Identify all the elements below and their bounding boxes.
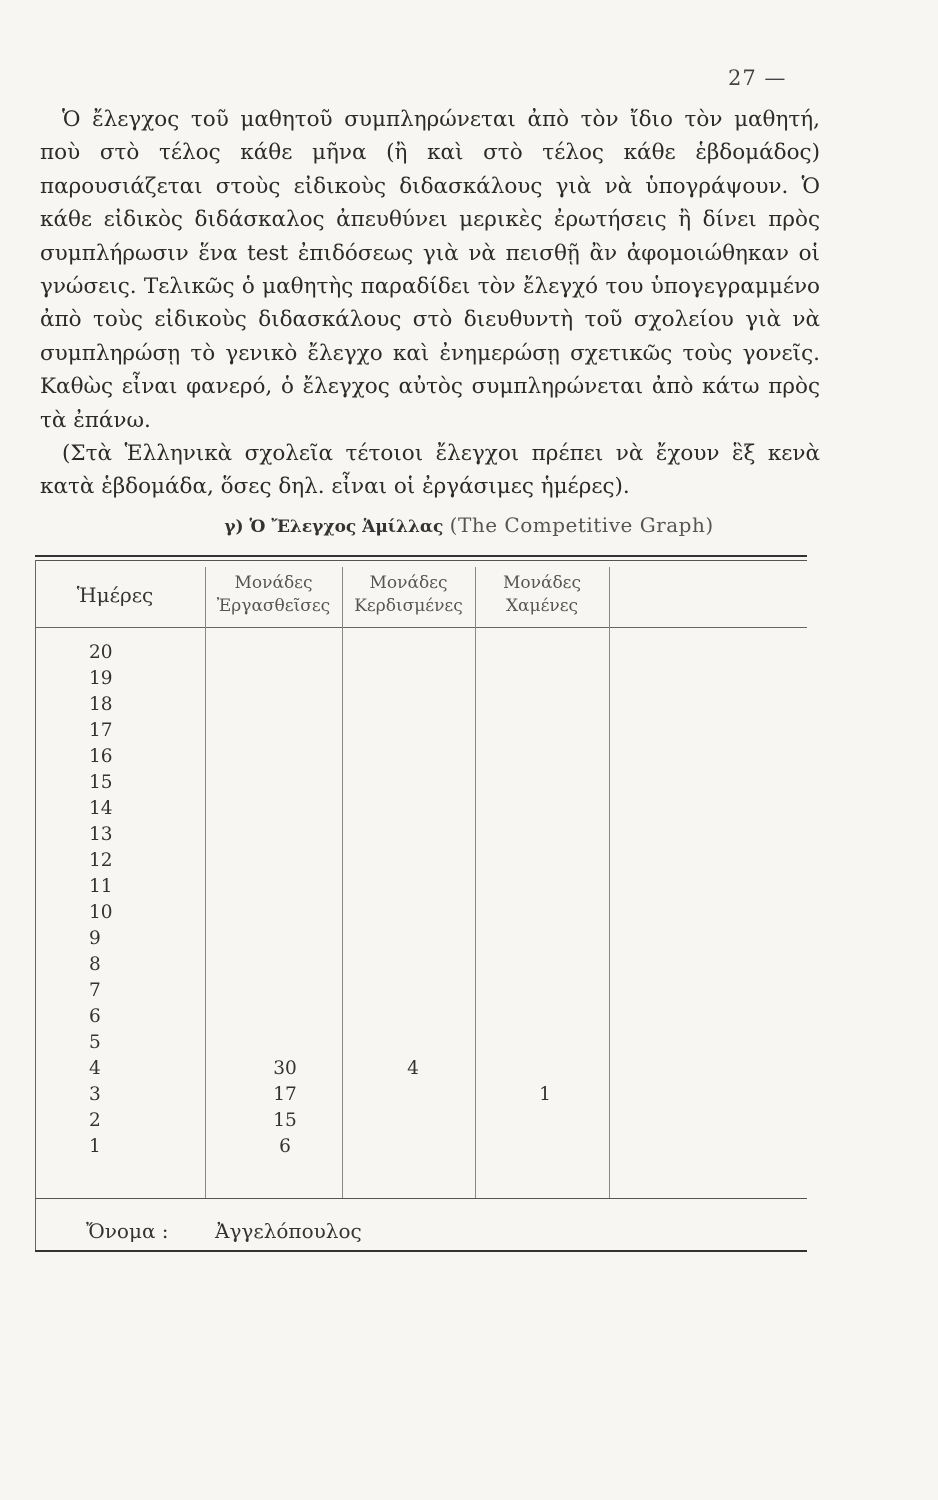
table-row (35, 1058, 807, 1084)
caption-greek: γ) Ὁ Ἔλεγχος Ἁμίλλας (224, 517, 444, 537)
header-days-label: Ἡμέρες (76, 582, 154, 607)
header-days (55, 565, 175, 625)
day-cell: 2 (89, 1110, 101, 1131)
table-row (35, 928, 807, 954)
competitive-graph-table (35, 555, 807, 1255)
header-won-line1: Μονάδες (369, 573, 448, 593)
day-cell: 10 (89, 902, 113, 923)
day-cell: 16 (89, 746, 113, 767)
day-cell: 17 (89, 720, 113, 741)
day-cell: 19 (89, 668, 113, 689)
header-won-line2: Κερδισμένες (354, 596, 463, 616)
lost-cell: 1 (539, 1084, 551, 1105)
day-cell: 12 (89, 850, 113, 871)
day-cell: 18 (89, 694, 113, 715)
table-row (35, 642, 807, 668)
table-row (35, 954, 807, 980)
header-lost-line2: Χαμένες (505, 596, 579, 616)
paragraph-2: (Στὰ Ἑλληνικὰ σχολεῖα τέτοιοι ἔλεγχοι πρέπει νὰ ἔχουν ἓξ κενὰ κατὰ ἑβδομάδα, ὅσες δηλ. εἶναι οἱ ἐργάσιμες ἡμέρες). (40, 441, 820, 500)
table-row (35, 850, 807, 876)
header-worked-line2: Ἐργασθεῖσες (216, 596, 331, 616)
table-header-rule (35, 627, 807, 628)
table-footer-rule (35, 1198, 807, 1199)
table-row (35, 902, 807, 928)
table-caption (0, 513, 938, 537)
won-cell: 4 (407, 1058, 419, 1079)
day-cell: 15 (89, 772, 113, 793)
worked-cell: 15 (273, 1110, 297, 1131)
table-row (35, 876, 807, 902)
table-row (35, 772, 807, 798)
day-cell: 8 (89, 954, 101, 975)
table-row (35, 668, 807, 694)
worked-cell: 17 (273, 1084, 297, 1105)
day-cell: 3 (89, 1084, 101, 1105)
day-cell: 9 (89, 928, 101, 949)
worked-cell: 6 (279, 1136, 291, 1157)
name-label: Ὄνομα : (86, 1219, 169, 1243)
table-row (35, 1136, 807, 1162)
paragraph-1: Ὁ ἔλεγχος τοῦ μαθητοῦ συμπληρώνεται ἀπὸ τὸν ἴδιο τὸν μαθητή, ποὺ στὸ τέλος κάθε μῆνα (ἢ καὶ στὸ τέλος κάθε ἑβδομάδος) παρουσιάζεται στοὺς εἰδικοὺς διδασκάλους γιὰ νὰ ὑπογράψουν. Ὁ κάθε εἰδικὸς διδάσκαλος ἀπευθύνει μερικὲς ἐρωτήσεις ἢ δίνει πρὸς συμπλήρωσιν ἕνα test ἐπιδόσεως γιὰ νὰ πεισθῇ ἂν ἀφομοιώθηκαν οἱ γνώσεις. Τελικῶς ὁ μαθητὴς παραδίδει τὸν ἔλεγχό του ὑπογεγραμμένο ἀπὸ τοὺς εἰδικοὺς διδασκάλους στὸ διευθυντὴ τοῦ σχολείου γιὰ νὰ συμπληρώσῃ τὸ γενικὸ ἔλεγχο καὶ ἐνημερώσῃ σχετικῶς τοὺς γονεῖς. Καθὼς εἶναι φανερό, ὁ ἔλεγχος αὐτὸς συμπληρώνεται ἀπὸ κάτω πρὸς τὰ ἐπάνω. (40, 107, 820, 433)
day-cell: 14 (89, 798, 113, 819)
day-cell: 13 (89, 824, 113, 845)
name-value: Ἀγγελόπουλος (215, 1219, 362, 1243)
header-worked-line1: Μονάδες (234, 573, 313, 593)
day-cell: 5 (89, 1032, 101, 1053)
table-row (35, 1032, 807, 1058)
table-row (35, 980, 807, 1006)
table-row (35, 798, 807, 824)
page-number: 27 — (728, 66, 787, 90)
table-row (35, 746, 807, 772)
table-top-rule (35, 555, 807, 557)
header-worked (205, 565, 342, 625)
table-row (35, 1084, 807, 1110)
day-cell: 1 (89, 1136, 101, 1157)
header-lost (475, 565, 609, 625)
day-cell: 11 (89, 876, 113, 897)
caption-english: (The Competitive Graph) (449, 513, 714, 537)
table-row (35, 1006, 807, 1032)
table-row (35, 824, 807, 850)
worked-cell: 30 (273, 1058, 297, 1079)
body-text (40, 103, 820, 504)
table-bottom-rule (35, 1250, 807, 1252)
day-cell: 7 (89, 980, 101, 1001)
table-row (35, 720, 807, 746)
table-row (35, 694, 807, 720)
day-cell: 4 (89, 1058, 101, 1079)
header-won (342, 565, 475, 625)
table-top-rule-inner (35, 560, 807, 561)
day-cell: 20 (89, 642, 113, 663)
day-cell: 6 (89, 1006, 101, 1027)
table-row (35, 1110, 807, 1136)
header-lost-line1: Μονάδες (502, 573, 582, 593)
